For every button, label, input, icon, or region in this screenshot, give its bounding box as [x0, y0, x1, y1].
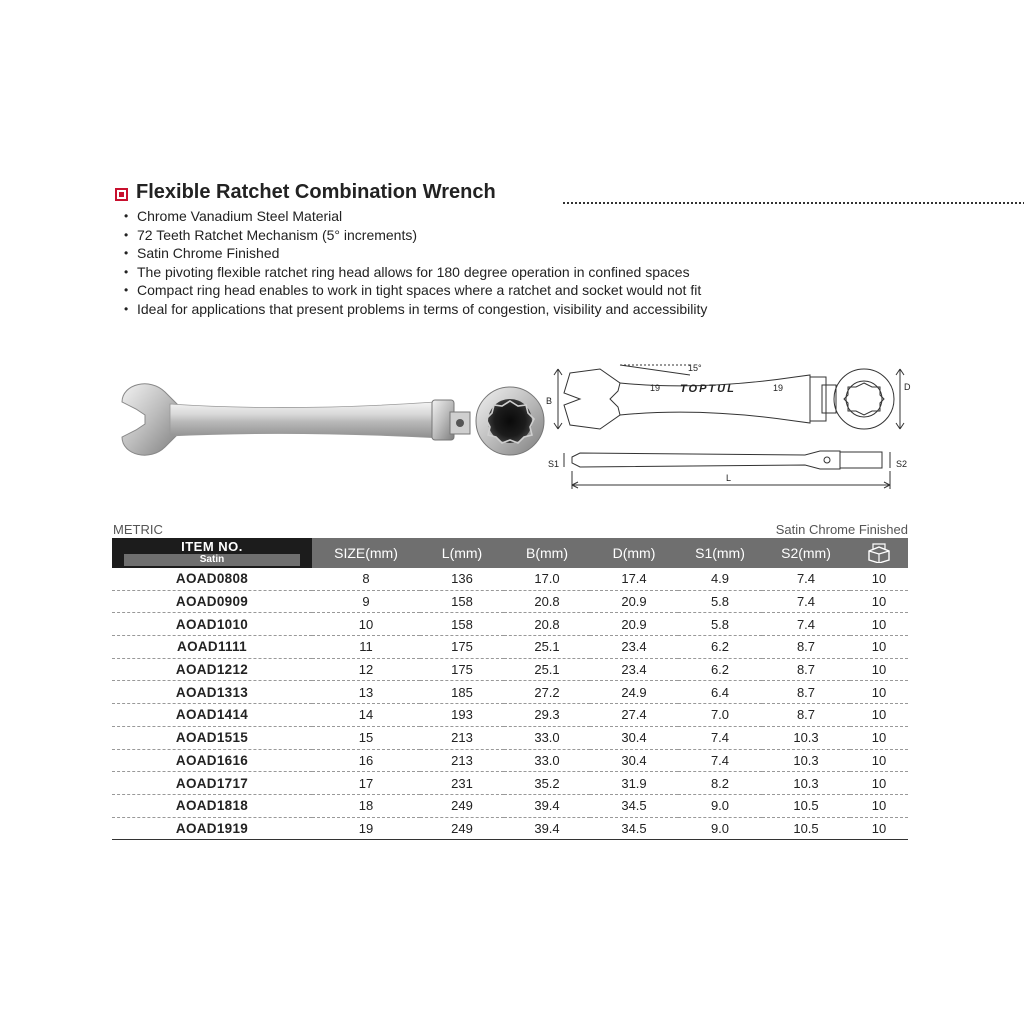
dim-s2-label: S2	[896, 459, 908, 469]
box-icon	[866, 543, 892, 563]
size-right-label: 19	[773, 383, 784, 393]
spec-table	[112, 538, 908, 840]
spec-cell: 25.1	[504, 636, 590, 659]
spec-cell: 5.8	[678, 590, 762, 613]
title-divider	[563, 202, 1024, 204]
table-row	[112, 613, 908, 636]
table-row	[112, 590, 908, 613]
spec-cell: 33.0	[504, 749, 590, 772]
spec-cell: 213	[420, 749, 504, 772]
table-row	[112, 817, 908, 840]
spec-cell: 7.4	[762, 590, 850, 613]
spec-cell: 10.3	[762, 726, 850, 749]
spec-cell: 6.2	[678, 636, 762, 659]
item-code-cell: AOAD1717	[112, 772, 312, 795]
dim-b-label: B	[546, 396, 553, 406]
spec-cell: 249	[420, 794, 504, 817]
quantity-cell: 10	[850, 772, 908, 795]
spec-cell: 34.5	[590, 817, 678, 840]
feature-item: • 72 Teeth Ratchet Mechanism (5° increments)	[124, 226, 707, 245]
spec-cell: 9.0	[678, 794, 762, 817]
item-code-cell: AOAD0909	[112, 590, 312, 613]
spec-cell: 18	[312, 794, 420, 817]
spec-cell: 20.8	[504, 613, 590, 636]
spec-cell: 19	[312, 817, 420, 840]
quantity-cell: 10	[850, 794, 908, 817]
feature-item: • The pivoting flexible ratchet ring head allows for 180 degree operation in confined spaces	[124, 263, 707, 282]
item-no-label: ITEM NO.	[181, 539, 243, 554]
quantity-cell: 10	[850, 704, 908, 727]
spec-cell: 24.9	[590, 681, 678, 704]
item-code-cell: AOAD1818	[112, 794, 312, 817]
spec-cell: 33.0	[504, 726, 590, 749]
spec-cell: 175	[420, 658, 504, 681]
spec-cell: 8.7	[762, 704, 850, 727]
spec-cell: 17.4	[590, 568, 678, 590]
feature-item: • Compact ring head enables to work in tight spaces where a ratchet and socket would not fit	[124, 281, 707, 300]
item-code-cell: AOAD1010	[112, 613, 312, 636]
spec-cell: 185	[420, 681, 504, 704]
spec-cell: 29.3	[504, 704, 590, 727]
spec-cell: 6.2	[678, 658, 762, 681]
quantity-cell: 10	[850, 613, 908, 636]
column-header: D(mm)	[590, 538, 678, 568]
spec-cell: 5.8	[678, 613, 762, 636]
spec-cell: 7.4	[762, 568, 850, 590]
spec-cell: 34.5	[590, 794, 678, 817]
spec-cell: 23.4	[590, 658, 678, 681]
item-code-cell: AOAD0808	[112, 568, 312, 590]
spec-cell: 16	[312, 749, 420, 772]
spec-cell: 10.3	[762, 772, 850, 795]
column-header: B(mm)	[504, 538, 590, 568]
spec-cell: 9.0	[678, 817, 762, 840]
table-row	[112, 681, 908, 704]
column-header: L(mm)	[420, 538, 504, 568]
spec-cell: 9	[312, 590, 420, 613]
title-row	[115, 180, 910, 210]
feature-list	[124, 207, 707, 319]
spec-cell: 8.2	[678, 772, 762, 795]
table-row	[112, 772, 908, 795]
spec-cell: 136	[420, 568, 504, 590]
spec-cell: 10.3	[762, 749, 850, 772]
spec-cell: 15	[312, 726, 420, 749]
spec-cell: 20.9	[590, 613, 678, 636]
item-finish-label: Satin	[124, 554, 300, 566]
spec-cell: 17.0	[504, 568, 590, 590]
spec-cell: 25.1	[504, 658, 590, 681]
spec-cell: 7.0	[678, 704, 762, 727]
quantity-header	[850, 538, 908, 568]
spec-cell: 193	[420, 704, 504, 727]
square-bullet-icon	[115, 188, 128, 201]
spec-cell: 175	[420, 636, 504, 659]
quantity-cell: 10	[850, 817, 908, 840]
spec-cell: 35.2	[504, 772, 590, 795]
table-system-label: METRIC	[113, 522, 163, 537]
spec-cell: 31.9	[590, 772, 678, 795]
dimension-diagram	[540, 355, 920, 495]
spec-cell: 20.8	[504, 590, 590, 613]
spec-cell: 13	[312, 681, 420, 704]
spec-cell: 11	[312, 636, 420, 659]
spec-cell: 17	[312, 772, 420, 795]
item-code-cell: AOAD1212	[112, 658, 312, 681]
spec-cell: 27.4	[590, 704, 678, 727]
table-row	[112, 794, 908, 817]
angle-label: 15°	[688, 363, 702, 373]
spec-cell: 249	[420, 817, 504, 840]
column-header: S2(mm)	[762, 538, 850, 568]
spec-cell: 7.4	[762, 613, 850, 636]
item-code-cell: AOAD1313	[112, 681, 312, 704]
spec-cell: 10	[312, 613, 420, 636]
spec-cell: 10.5	[762, 817, 850, 840]
dim-d-label: D	[904, 382, 911, 392]
spec-cell: 23.4	[590, 636, 678, 659]
product-title: Flexible Ratchet Combination Wrench	[136, 181, 496, 203]
spec-cell: 213	[420, 726, 504, 749]
spec-cell: 7.4	[678, 749, 762, 772]
table-finish-label: Satin Chrome Finished	[775, 522, 908, 537]
quantity-cell: 10	[850, 636, 908, 659]
item-no-header	[112, 538, 312, 568]
dim-l-label: L	[726, 473, 732, 483]
spec-cell: 6.4	[678, 681, 762, 704]
quantity-cell: 10	[850, 749, 908, 772]
item-code-cell: AOAD1515	[112, 726, 312, 749]
table-header-row	[112, 538, 908, 568]
spec-cell: 158	[420, 590, 504, 613]
table-row	[112, 749, 908, 772]
spec-cell: 39.4	[504, 794, 590, 817]
feature-item: • Chrome Vanadium Steel Material	[124, 207, 707, 226]
quantity-cell: 10	[850, 726, 908, 749]
feature-item: • Ideal for applications that present problems in terms of congestion, visibility and accessibility	[124, 300, 707, 319]
spec-cell: 7.4	[678, 726, 762, 749]
table-row	[112, 658, 908, 681]
item-code-cell: AOAD1111	[112, 636, 312, 659]
item-code-cell: AOAD1919	[112, 817, 312, 840]
spec-cell: 8.7	[762, 681, 850, 704]
spec-cell: 231	[420, 772, 504, 795]
table-row	[112, 726, 908, 749]
spec-cell: 30.4	[590, 749, 678, 772]
quantity-cell: 10	[850, 568, 908, 590]
spec-cell: 10.5	[762, 794, 850, 817]
spec-cell: 12	[312, 658, 420, 681]
column-header: S1(mm)	[678, 538, 762, 568]
dim-s1-label: S1	[548, 459, 560, 469]
spec-cell: 20.9	[590, 590, 678, 613]
table-row	[112, 568, 908, 590]
feature-item: • Satin Chrome Finished	[124, 244, 707, 263]
quantity-cell: 10	[850, 681, 908, 704]
brand-mark: TOPTUL	[680, 383, 736, 395]
spec-cell: 158	[420, 613, 504, 636]
spec-cell: 8	[312, 568, 420, 590]
spec-cell: 39.4	[504, 817, 590, 840]
size-left-label: 19	[650, 383, 661, 393]
quantity-cell: 10	[850, 590, 908, 613]
item-code-cell: AOAD1414	[112, 704, 312, 727]
column-header: SIZE(mm)	[312, 538, 420, 568]
item-code-cell: AOAD1616	[112, 749, 312, 772]
table-row	[112, 636, 908, 659]
table-row	[112, 704, 908, 727]
spec-cell: 30.4	[590, 726, 678, 749]
spec-cell: 8.7	[762, 658, 850, 681]
spec-cell: 27.2	[504, 681, 590, 704]
spec-cell: 8.7	[762, 636, 850, 659]
wrench-photo	[110, 372, 553, 467]
quantity-cell: 10	[850, 658, 908, 681]
spec-cell: 14	[312, 704, 420, 727]
spec-cell: 4.9	[678, 568, 762, 590]
